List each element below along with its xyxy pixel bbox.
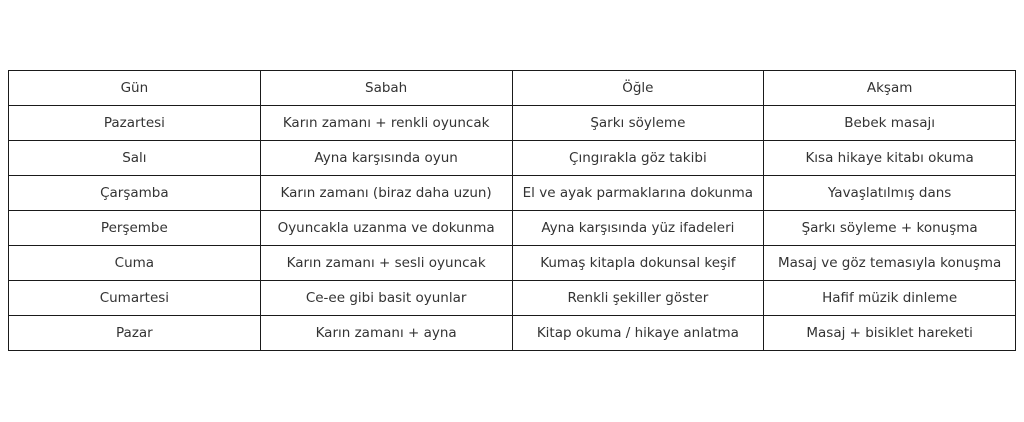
table-row	[9, 281, 1016, 316]
table-row	[9, 141, 1016, 176]
evening-cell: Şarkı söyleme + konuşma	[764, 211, 1016, 246]
day-cell: Cumartesi	[9, 281, 261, 316]
morning-cell: Karın zamanı + renkli oyuncak	[260, 106, 512, 141]
noon-cell: El ve ayak parmaklarına dokunma	[512, 176, 764, 211]
morning-cell: Ayna karşısında oyun	[260, 141, 512, 176]
table-row	[9, 106, 1016, 141]
table-row	[9, 176, 1016, 211]
day-cell: Çarşamba	[9, 176, 261, 211]
evening-cell: Yavaşlatılmış dans	[764, 176, 1016, 211]
morning-cell: Karın zamanı + sesli oyuncak	[260, 246, 512, 281]
noon-cell: Renkli şekiller göster	[512, 281, 764, 316]
day-cell: Pazartesi	[9, 106, 261, 141]
noon-cell: Çıngırakla göz takibi	[512, 141, 764, 176]
noon-cell: Kitap okuma / hikaye anlatma	[512, 316, 764, 351]
evening-cell: Kısa hikaye kitabı okuma	[764, 141, 1016, 176]
morning-cell: Oyuncakla uzanma ve dokunma	[260, 211, 512, 246]
table-row	[9, 316, 1016, 351]
table-row	[9, 211, 1016, 246]
morning-cell: Ce-ee gibi basit oyunlar	[260, 281, 512, 316]
column-header-noon: Öğle	[512, 71, 764, 106]
evening-cell: Masaj ve göz temasıyla konuşma	[764, 246, 1016, 281]
noon-cell: Şarkı söyleme	[512, 106, 764, 141]
column-header-day: Gün	[9, 71, 261, 106]
day-cell: Salı	[9, 141, 261, 176]
noon-cell: Kumaş kitapla dokunsal keşif	[512, 246, 764, 281]
column-header-evening: Akşam	[764, 71, 1016, 106]
column-header-morning: Sabah	[260, 71, 512, 106]
morning-cell: Karın zamanı + ayna	[260, 316, 512, 351]
day-cell: Perşembe	[9, 211, 261, 246]
morning-cell: Karın zamanı (biraz daha uzun)	[260, 176, 512, 211]
day-cell: Pazar	[9, 316, 261, 351]
evening-cell: Bebek masajı	[764, 106, 1016, 141]
evening-cell: Masaj + bisiklet hareketi	[764, 316, 1016, 351]
table-row	[9, 246, 1016, 281]
weekly-activity-table	[8, 70, 1016, 351]
day-cell: Cuma	[9, 246, 261, 281]
noon-cell: Ayna karşısında yüz ifadeleri	[512, 211, 764, 246]
table-header-row	[9, 71, 1016, 106]
evening-cell: Hafif müzik dinleme	[764, 281, 1016, 316]
